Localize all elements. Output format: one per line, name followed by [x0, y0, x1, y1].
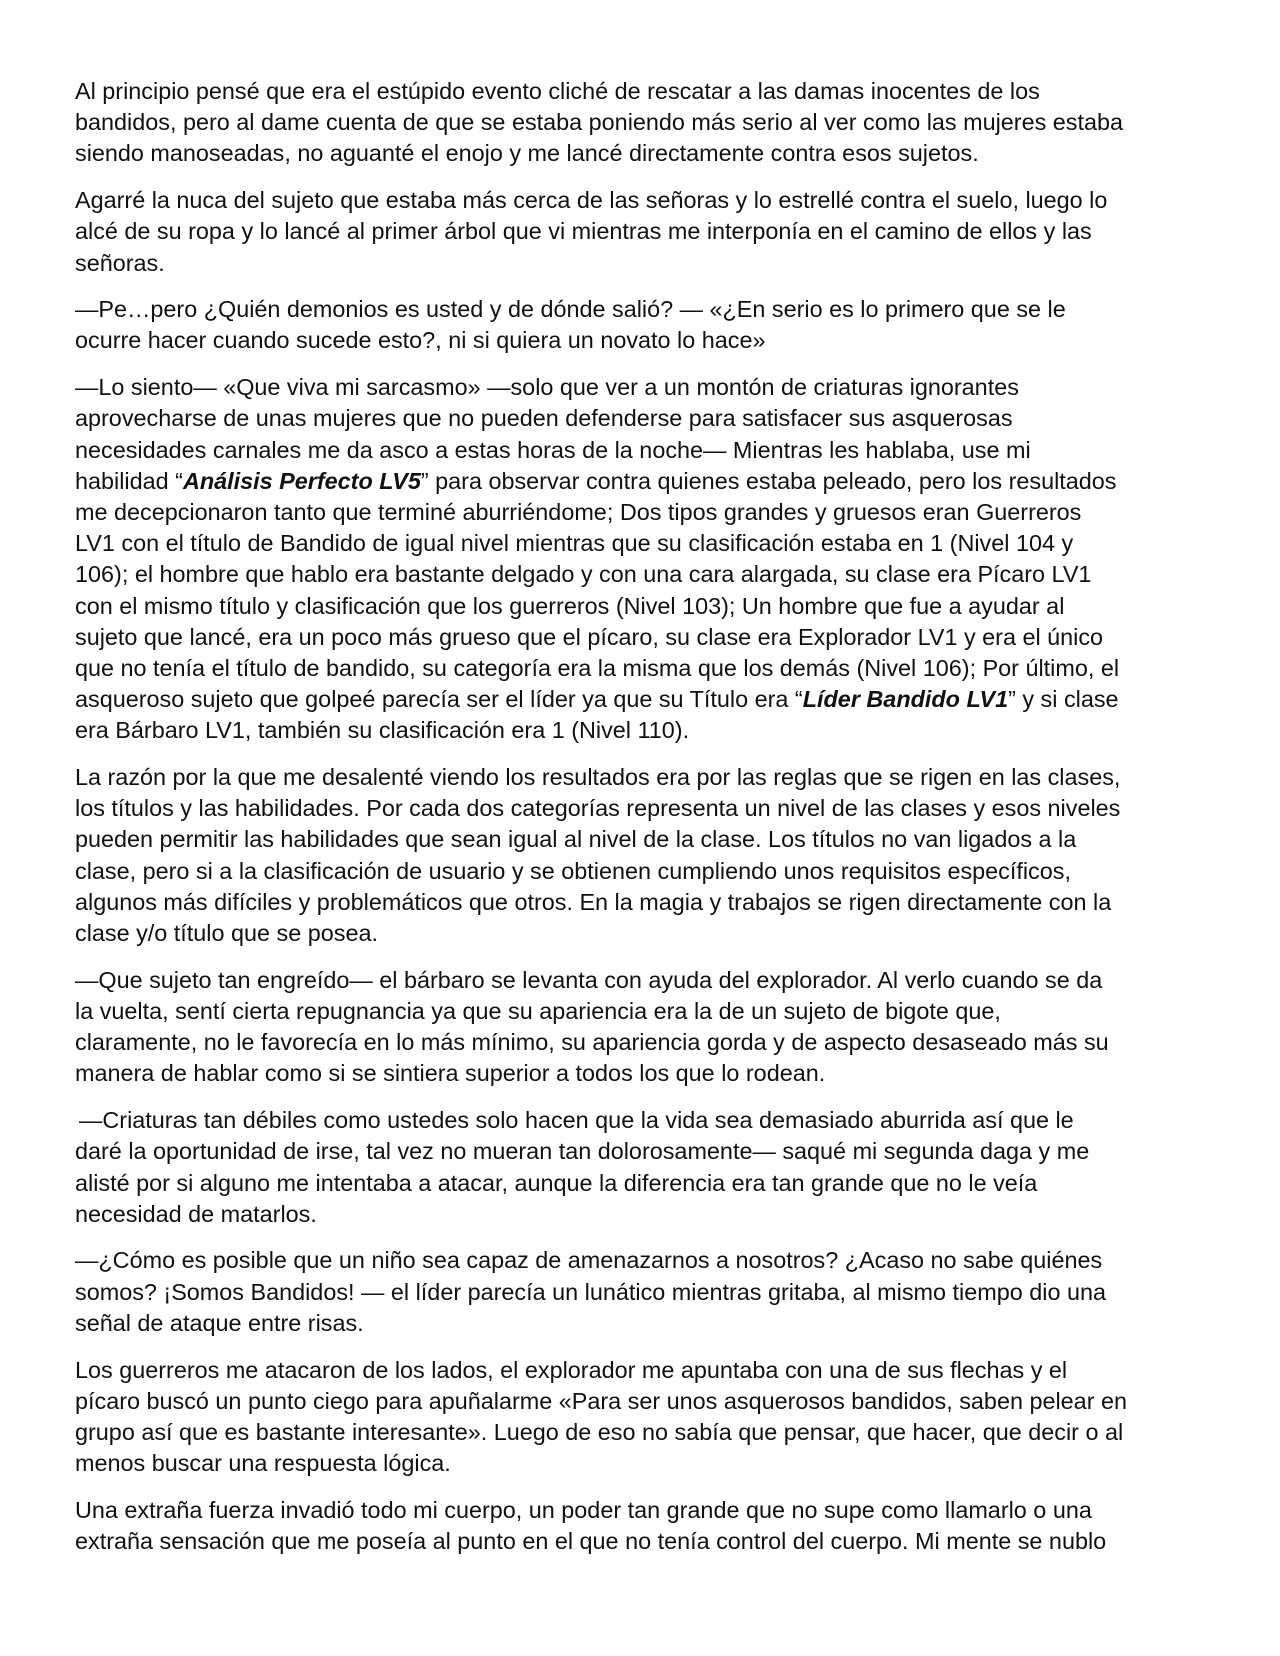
skill-name-emphasis: Análisis Perfecto LV5: [182, 467, 421, 494]
paragraph: [75, 372, 1205, 746]
paragraph: Una extraña fuerza invadió todo mi cuerpo, un poder tan grande que no supe como llamarlo o una extraña sensación que me poseía al punto en el que no tenía control del cuerpo. Mi mente se nublo: [75, 1496, 1107, 1555]
paragraph: Al principio pensé que era el estúpido evento cliché de rescatar a las damas inocentes de los bandidos, pero al dame cuenta de que se estaba poniendo más serio al ver como las mujeres estaba siendo manoseadas, no aguanté el enojo y me lancé directamente contra esos sujetos.: [75, 78, 1124, 167]
paragraph: La razón por la que me desalenté viendo los resultados era por las reglas que se rigen en las clases, los títulos y las habilidades. Por cada dos categorías representa un nivel de las clases y esos niveles pueden permitir las habilidades que sean igual al nivel de la clase. Los títulos no van ligados a la clase, pero si a la clasificación de usuario y se obtienen cumpliendo unos requisitos específicos, algunos más difíciles y problemáticos que otros. En la magia y trabajos se rigen directamente con la clase y/o título que se posea.: [75, 764, 1121, 947]
paragraph-text: ” y si clase era Bárbaro LV1, también su clasificación era 1 (Nivel 110).: [75, 686, 1119, 744]
document-page: [75, 76, 1205, 1573]
paragraph-text: —Lo siento— «Que viva mi sarcasmo» —solo que ver a un montón de criaturas ignorantes aprovecharse de unas mujeres que no pueden defenderse para satisfacer sus asquerosas necesidades carnales me da asco a estas horas de la noche— Mientras les hablaba, use mi habilidad “: [75, 374, 1031, 494]
title-name-emphasis: Líder Bandido LV1: [802, 686, 1009, 713]
paragraph-text: ” para observar contra quienes estaba peleado, pero los resultados me decepcionaron tanto que terminé aburriéndome; Dos tipos grandes y gruesos eran Guerreros LV1 con el título de Bandido de igual nivel mientras que su clasificación estaba en 1 (Nivel 104 y 106); el hombre que hablo era bastante delgado y con una cara alargada, su clase era Pícaro LV1 con el mismo título y clasificación que los guerreros (Nivel 103); Un hombre que fue a ayudar al sujeto que lancé, era un poco más grueso que el pícaro, su clase era Explorador LV1 y era el único que no tenía el título de bandido, su categoría era la misma que los demás (Nivel 106); Por último, el asqueroso sujeto que golpeé parecía ser el líder ya que su Título era “: [75, 467, 1120, 713]
paragraph: —Que sujeto tan engreído— el bárbaro se levanta con ayuda del explorador. Al verlo cuando se da la vuelta, sentí cierta repugnancia ya que su apariencia era la de un sujeto de bigote que, claramente, no le favorecía en lo más mínimo, su apariencia gorda y de aspecto desaseado más su manera de hablar como si se sintiera superior a todos los que lo rodean.: [75, 966, 1109, 1087]
paragraph: Los guerreros me atacaron de los lados, el explorador me apuntaba con una de sus flechas y el pícaro buscó un punto ciego para apuñalarme «Para ser unos asquerosos bandidos, saben pelear en grupo así que es bastante interesante». Luego de eso no sabía que pensar, que hacer, que decir o al menos buscar una respuesta lógica.: [75, 1356, 1127, 1477]
paragraph: —¿Cómo es posible que un niño sea capaz de amenazarnos a nosotros? ¿Acaso no sabe quiénes somos? ¡Somos Bandidos! — el líder parecía un lunático mientras gritaba, al mismo tiempo dio una señal de ataque entre risas.: [75, 1247, 1106, 1336]
paragraph: Agarré la nuca del sujeto que estaba más cerca de las señoras y lo estrellé contra el suelo, luego lo alcé de su ropa y lo lancé al primer árbol que vi mientras me interponía en el camino de ellos y las señoras.: [75, 187, 1108, 276]
paragraph: —Pe…pero ¿Quién demonios es usted y de dónde salió? — «¿En serio es lo primero que se le ocurre hacer cuando sucede esto?, ni si quiera un novato lo hace»: [75, 296, 1066, 354]
paragraph: —Criaturas tan débiles como ustedes solo hacen que la vida sea demasiado aburrida así que le daré la oportunidad de irse, tal vez no mueran tan dolorosamente— saqué mi segunda daga y me alisté por si alguno me intentaba a atacar, aunque la diferencia era tan grande que no le veía necesidad de matarlos.: [75, 1107, 1090, 1227]
